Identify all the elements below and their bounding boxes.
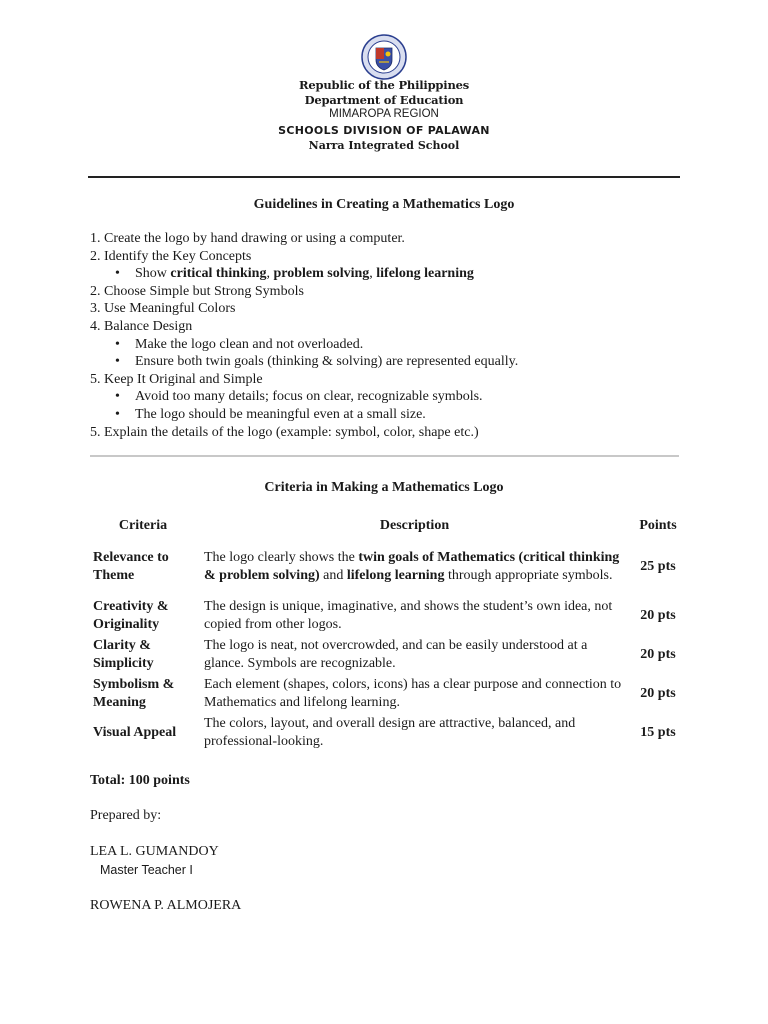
- criteria-description: The colors, layout, and overall design are attractive, balanced, and professional-looking.: [204, 715, 576, 749]
- header-school: Narra Integrated School: [308, 139, 460, 152]
- header-divider: [88, 176, 680, 178]
- criteria-table: [87, 514, 686, 752]
- header-department: Department of Education: [304, 93, 464, 107]
- table-row: [87, 596, 686, 635]
- guideline-bullet: • Make the logo clean and not overloaded.: [90, 336, 518, 354]
- guideline-item: 1. Create the logo by hand drawing or using a computer.: [90, 231, 405, 246]
- criteria-points: 20 pts: [640, 685, 676, 701]
- table-row: [87, 674, 686, 713]
- guideline-bullet: • Avoid too many details; focus on clear, recognizable symbols.: [90, 388, 518, 406]
- total-points: Total: 100 points: [90, 773, 190, 788]
- preparer-position: Master Teacher I: [100, 863, 193, 877]
- criteria-points: 20 pts: [640, 646, 676, 662]
- guideline-item: 5. Explain the details of the logo (example: symbol, color, shape etc.): [90, 424, 479, 440]
- guideline-item: 2. Choose Simple but Strong Symbols: [90, 283, 304, 299]
- criteria-name: Visual Appeal: [93, 724, 177, 740]
- criteria-name: Clarity & Simplicity: [93, 637, 154, 671]
- criteria-name: Symbolism & Meaning: [93, 676, 175, 710]
- table-row: [87, 713, 686, 752]
- criteria-description: The design is unique, imaginative, and shows the student’s own idea, not copied from other logos.: [204, 598, 613, 632]
- guidelines-list: [90, 230, 518, 441]
- second-name: ROWENA P. ALMOJERA: [90, 898, 242, 913]
- table-header-row: [87, 514, 686, 538]
- header-description: Description: [379, 518, 450, 533]
- table-row: [87, 635, 686, 674]
- guidelines-title: Guidelines in Creating a Mathematics Logo: [253, 197, 515, 212]
- criteria-points: 15 pts: [640, 724, 676, 740]
- header-division: SCHOOLS DIVISION OF PALAWAN: [278, 124, 490, 137]
- header-region: MIMAROPA REGION: [329, 108, 439, 120]
- guideline-item: 5. Keep It Original and Simple: [90, 371, 263, 387]
- section-divider: [90, 455, 679, 457]
- criteria-description: The logo clearly shows the twin goals of Mathematics (critical thinking & problem solving) and lifelong learning through appropriate symbols.: [204, 550, 620, 583]
- header-criteria: Criteria: [118, 518, 168, 533]
- criteria-points: 20 pts: [640, 607, 676, 623]
- criteria-name: Relevance to Theme: [93, 550, 169, 583]
- criteria-description: The logo is neat, not overcrowded, and can be easily understood at a glance. Symbols are recognizable.: [204, 637, 588, 671]
- criteria-description: Each element (shapes, colors, icons) has a clear purpose and connection to Mathematics and lifelong learning.: [204, 676, 622, 710]
- guideline-bullet: • The logo should be meaningful even at a small size.: [90, 406, 518, 424]
- preparer-name: LEA L. GUMANDOY: [90, 844, 219, 859]
- criteria-points: 25 pts: [640, 559, 676, 574]
- guideline-item: 4. Balance Design: [90, 318, 193, 334]
- header-republic: Republic of the Philippines: [299, 78, 469, 92]
- criteria-title: Criteria in Making a Mathematics Logo: [264, 480, 504, 495]
- guideline-bullet: • Show critical thinking, problem solving, lifelong learning: [90, 265, 518, 283]
- prepared-by-label: Prepared by:: [90, 808, 162, 823]
- deped-seal-icon: [361, 34, 407, 80]
- guideline-item: 2. Identify the Key Concepts: [90, 248, 252, 264]
- header-points: Points: [639, 518, 677, 533]
- guideline-item: 3. Use Meaningful Colors: [90, 301, 236, 317]
- criteria-name: Creativity & Originality: [93, 598, 169, 632]
- guideline-bullet: • Ensure both twin goals (thinking & solving) are represented equally.: [90, 353, 518, 371]
- table-row: [87, 538, 686, 596]
